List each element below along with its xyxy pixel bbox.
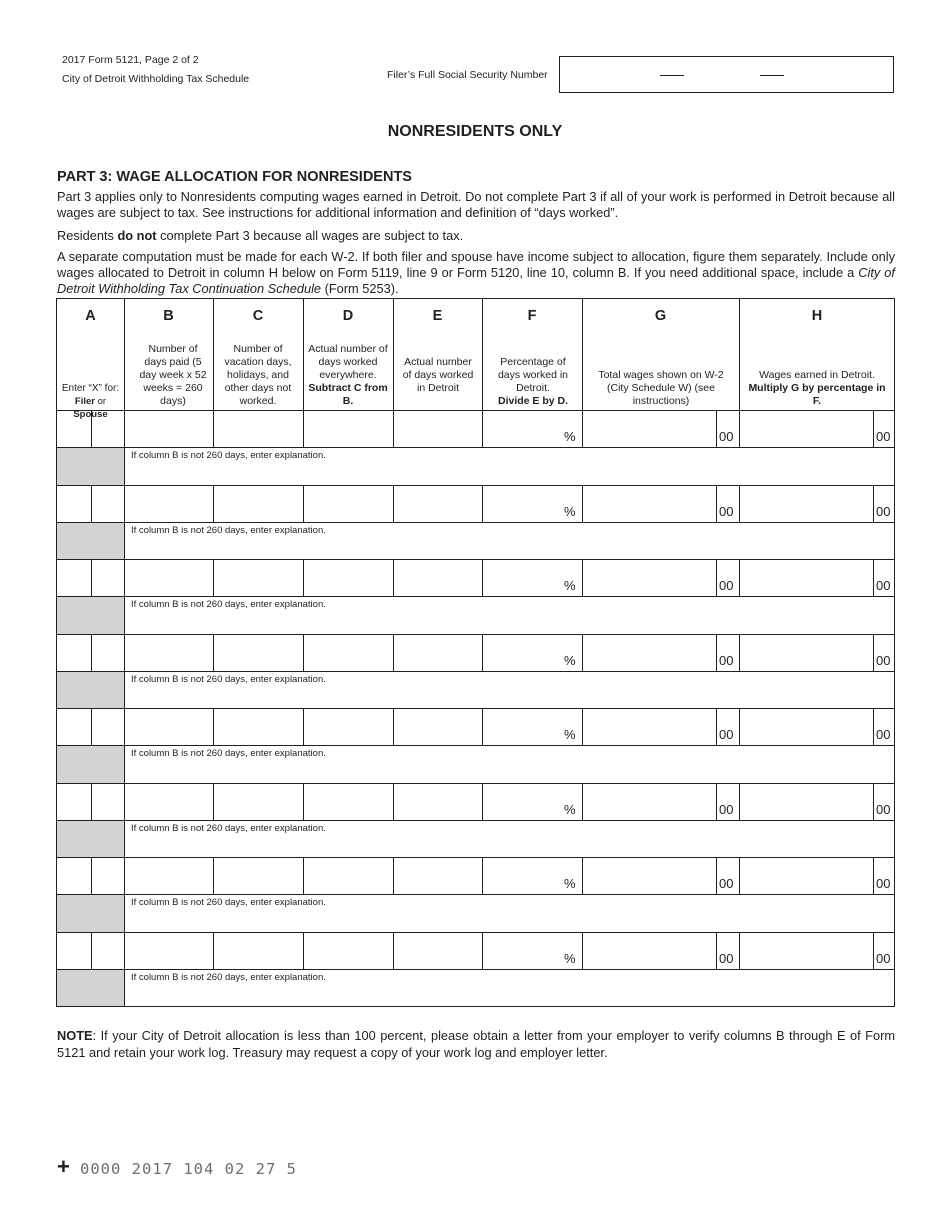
grid-line	[716, 485, 717, 522]
filer-checkbox[interactable]	[58, 785, 90, 819]
filer-checkbox[interactable]	[58, 636, 90, 670]
days-worked-everywhere-input[interactable]	[304, 710, 392, 744]
grid-line	[57, 783, 895, 784]
grid-line	[57, 634, 895, 635]
part3-computation-note: A separate computation must be made for each W-2. If both filer and spouse have income subject to allocation, figure them separately. Include only wages allocated to Detroit in column H below on Form 5119, line 9 or Form 5120, line 10, column B. If you need additional space, include a City of Detroit Withholding Tax Continuation Schedule (Form 5253).	[57, 249, 895, 296]
col-c-letter: C	[252, 308, 264, 324]
h-cents: 00	[876, 727, 891, 742]
ssn-separator	[660, 75, 684, 76]
col-d-desc: Actual number of days worked everywhere. Subtract C from B.	[308, 343, 388, 407]
g-cents: 00	[719, 727, 734, 742]
explanation-input[interactable]	[125, 985, 893, 1005]
days-paid-input[interactable]	[125, 859, 212, 893]
g-cents: 00	[719, 429, 734, 444]
days-worked-everywhere-input[interactable]	[304, 487, 392, 521]
days-paid-input[interactable]	[125, 710, 212, 744]
h-cents: 00	[876, 801, 891, 817]
percent-sign: %	[564, 950, 576, 966]
grid-line	[873, 708, 874, 745]
col-f-desc: Percentage of days worked in Detroit. Divide E by D.	[497, 356, 569, 407]
grid-line	[716, 410, 717, 447]
explanation-label: If column B is not 260 days, enter explanation.	[131, 524, 326, 536]
bottom-note: NOTE: If your City of Detroit allocation is less than 100 percent, please obtain a letter from your employer to verify columns B through E of Form 5121 and retain your work log. Treasury may request a copy of your work log and employer letter.	[57, 1028, 895, 1060]
percentage-input[interactable]	[483, 412, 561, 446]
g-cents: 00	[719, 801, 734, 817]
g-cents: 00	[719, 876, 734, 891]
days-worked-detroit-input[interactable]	[394, 487, 481, 521]
g-cents: 00	[719, 578, 734, 593]
g-cents: 00	[719, 652, 734, 668]
total-wages-input[interactable]	[583, 859, 715, 893]
shaded-cell	[57, 672, 124, 709]
grid-line	[482, 299, 483, 410]
grid-line	[393, 299, 394, 410]
spouse-checkbox[interactable]	[92, 859, 123, 893]
explanation-label: If column B is not 260 days, enter explanation.	[131, 748, 326, 759]
total-wages-input[interactable]	[583, 934, 715, 968]
spouse-checkbox[interactable]	[92, 412, 123, 446]
grid-line	[873, 932, 874, 969]
plus-mark: +	[57, 1154, 70, 1179]
col-c-desc: Number of vacation days, holidays, and other days not worked.	[224, 343, 292, 407]
g-cents: 00	[719, 950, 734, 966]
days-not-worked-input[interactable]	[214, 412, 302, 446]
percentage-input[interactable]	[483, 785, 561, 819]
total-wages-input[interactable]	[583, 487, 715, 521]
shaded-cell	[57, 523, 124, 560]
days-paid-input[interactable]	[125, 785, 212, 819]
days-worked-everywhere-input[interactable]	[304, 561, 392, 595]
filer-checkbox[interactable]	[58, 412, 90, 446]
percentage-input[interactable]	[483, 859, 561, 893]
wages-detroit-input[interactable]	[740, 412, 872, 446]
grid-line	[716, 708, 717, 745]
h-cents: 00	[876, 503, 891, 519]
days-worked-detroit-input[interactable]	[394, 636, 481, 670]
col-h-desc: Wages earned in Detroit. Multiply G by percentage in F.	[748, 369, 886, 407]
shaded-cell	[57, 895, 124, 932]
col-h-letter: H	[811, 308, 823, 324]
page-title: NONRESIDENTS ONLY	[387, 123, 563, 140]
h-cents: 00	[876, 578, 891, 593]
grid-line	[873, 559, 874, 596]
percent-sign: %	[564, 503, 576, 519]
filer-checkbox[interactable]	[58, 487, 90, 521]
grid-line	[57, 932, 895, 933]
grid-line	[124, 299, 125, 410]
days-paid-input[interactable]	[125, 934, 212, 968]
days-not-worked-input[interactable]	[214, 934, 302, 968]
g-cents: 00	[719, 503, 734, 519]
wage-allocation-table	[56, 298, 895, 1007]
col-b-letter: B	[163, 308, 174, 324]
spouse-checkbox[interactable]	[92, 561, 123, 595]
days-worked-detroit-input[interactable]	[394, 785, 481, 819]
explanation-input[interactable]	[125, 836, 893, 856]
days-worked-detroit-input[interactable]	[394, 859, 481, 893]
total-wages-input[interactable]	[583, 785, 715, 819]
percent-sign: %	[564, 876, 576, 891]
percentage-input[interactable]	[483, 710, 561, 744]
grid-line	[57, 708, 895, 709]
grid-line	[873, 485, 874, 522]
filer-checkbox[interactable]	[58, 710, 90, 744]
explanation-input[interactable]	[125, 463, 893, 483]
filer-checkbox[interactable]	[58, 934, 90, 968]
explanation-label: If column B is not 260 days, enter explanation.	[131, 971, 326, 983]
days-worked-everywhere-input[interactable]	[304, 934, 392, 968]
grid-line	[57, 820, 895, 821]
explanation-input[interactable]	[125, 761, 893, 781]
grid-line	[739, 299, 740, 410]
wages-detroit-input[interactable]	[740, 636, 872, 670]
h-cents: 00	[876, 429, 891, 444]
grid-line	[582, 299, 583, 410]
explanation-label: If column B is not 260 days, enter explanation.	[131, 450, 326, 461]
col-f-letter: F	[527, 308, 537, 324]
percent-sign: %	[564, 727, 576, 742]
explanation-label: If column B is not 260 days, enter explanation.	[131, 822, 326, 834]
grid-line	[57, 894, 895, 895]
wages-detroit-input[interactable]	[740, 859, 872, 893]
days-not-worked-input[interactable]	[214, 859, 302, 893]
percentage-input[interactable]	[483, 487, 561, 521]
spouse-checkbox[interactable]	[92, 487, 123, 521]
grid-line	[57, 596, 895, 597]
col-d-letter: D	[342, 308, 354, 324]
grid-line	[716, 783, 717, 820]
part3-heading: PART 3: WAGE ALLOCATION FOR NONRESIDENTS	[57, 169, 412, 185]
days-worked-everywhere-input[interactable]	[304, 412, 392, 446]
ssn-input[interactable]	[559, 56, 894, 93]
days-paid-input[interactable]	[125, 636, 212, 670]
wages-detroit-input[interactable]	[740, 487, 872, 521]
wages-detroit-input[interactable]	[740, 934, 872, 968]
grid-line	[716, 634, 717, 671]
spouse-checkbox[interactable]	[92, 934, 123, 968]
total-wages-input[interactable]	[583, 710, 715, 744]
spouse-checkbox[interactable]	[92, 636, 123, 670]
explanation-label: If column B is not 260 days, enter explanation.	[131, 599, 326, 610]
col-g-desc: Total wages shown on W-2 (City Schedule W) (see instructions)	[598, 369, 724, 407]
days-worked-detroit-input[interactable]	[394, 561, 481, 595]
wages-detroit-input[interactable]	[740, 710, 872, 744]
total-wages-input[interactable]	[583, 412, 715, 446]
grid-line	[716, 857, 717, 894]
explanation-input[interactable]	[125, 910, 893, 930]
grid-line	[57, 410, 895, 411]
grid-line	[57, 671, 895, 672]
spouse-checkbox[interactable]	[92, 785, 123, 819]
total-wages-input[interactable]	[583, 561, 715, 595]
days-worked-everywhere-input[interactable]	[304, 636, 392, 670]
percent-sign: %	[564, 429, 576, 444]
explanation-input[interactable]	[125, 612, 893, 632]
filer-checkbox[interactable]	[58, 561, 90, 595]
explanation-label: If column B is not 260 days, enter explanation.	[131, 673, 326, 685]
explanation-input[interactable]	[125, 687, 893, 707]
form-page-label: 2017 Form 5121, Page 2 of 2	[62, 54, 199, 66]
wages-detroit-input[interactable]	[740, 785, 872, 819]
grid-line	[57, 447, 895, 448]
days-worked-detroit-input[interactable]	[394, 934, 481, 968]
days-not-worked-input[interactable]	[214, 636, 302, 670]
days-paid-input[interactable]	[125, 412, 212, 446]
grid-line	[303, 299, 304, 410]
grid-line	[213, 299, 214, 410]
ssn-label: Filer’s Full Social Security Number	[387, 69, 548, 81]
shaded-cell	[57, 597, 124, 634]
days-not-worked-input[interactable]	[214, 785, 302, 819]
percent-sign: %	[564, 801, 576, 817]
col-a-letter: A	[85, 308, 96, 324]
h-cents: 00	[876, 876, 891, 891]
wages-detroit-input[interactable]	[740, 561, 872, 595]
grid-line	[716, 932, 717, 969]
grid-line	[57, 559, 895, 560]
grid-line	[57, 745, 895, 746]
grid-line	[716, 559, 717, 596]
days-not-worked-input[interactable]	[214, 710, 302, 744]
days-worked-everywhere-input[interactable]	[304, 859, 392, 893]
grid-line	[873, 634, 874, 671]
schedule-name: City of Detroit Withholding Tax Schedule	[62, 73, 250, 85]
shaded-cell	[57, 746, 124, 783]
days-worked-detroit-input[interactable]	[394, 412, 481, 446]
days-paid-input[interactable]	[125, 487, 212, 521]
explanation-input[interactable]	[125, 538, 893, 558]
part3-intro: Part 3 applies only to Nonresidents computing wages earned in Detroit. Do not complete Part 3 if all of your work is performed in Detroit because all wages are subject to tax. See instructions for additional information and definition of “days worked”.	[57, 189, 895, 220]
shaded-cell	[57, 970, 124, 1007]
percentage-input[interactable]	[483, 934, 561, 968]
days-worked-detroit-input[interactable]	[394, 710, 481, 744]
grid-line	[873, 783, 874, 820]
form-barcode-number: 0000 2017 104 02 27 5	[80, 1160, 297, 1178]
days-paid-input[interactable]	[125, 561, 212, 595]
shaded-cell	[57, 448, 124, 485]
grid-line	[57, 522, 895, 523]
part3-residents-note: Residents do not complete Part 3 because all wages are subject to tax.	[57, 228, 464, 243]
shaded-cell	[57, 821, 124, 858]
col-e-desc: Actual number of days worked in Detroit	[402, 356, 474, 394]
days-worked-everywhere-input[interactable]	[304, 785, 392, 819]
percent-sign: %	[564, 578, 576, 593]
col-e-letter: E	[432, 308, 443, 324]
filer-checkbox[interactable]	[58, 859, 90, 893]
days-not-worked-input[interactable]	[214, 561, 302, 595]
percentage-input[interactable]	[483, 636, 561, 670]
h-cents: 00	[876, 652, 891, 668]
percent-sign: %	[564, 652, 576, 668]
h-cents: 00	[876, 950, 891, 966]
days-not-worked-input[interactable]	[214, 487, 302, 521]
grid-line	[57, 969, 895, 970]
spouse-checkbox[interactable]	[92, 710, 123, 744]
grid-line	[873, 857, 874, 894]
percentage-input[interactable]	[483, 561, 561, 595]
grid-line	[873, 410, 874, 447]
grid-line	[57, 857, 895, 858]
total-wages-input[interactable]	[583, 636, 715, 670]
col-g-letter: G	[654, 308, 667, 324]
col-a-desc: Enter “X” for: Filer or Spouse	[61, 383, 120, 420]
grid-line	[57, 485, 895, 486]
explanation-label: If column B is not 260 days, enter explanation.	[131, 897, 326, 908]
ssn-separator	[760, 75, 784, 76]
col-b-desc: Number of days paid (5 day week x 52 weeks = 260 days)	[139, 343, 207, 407]
